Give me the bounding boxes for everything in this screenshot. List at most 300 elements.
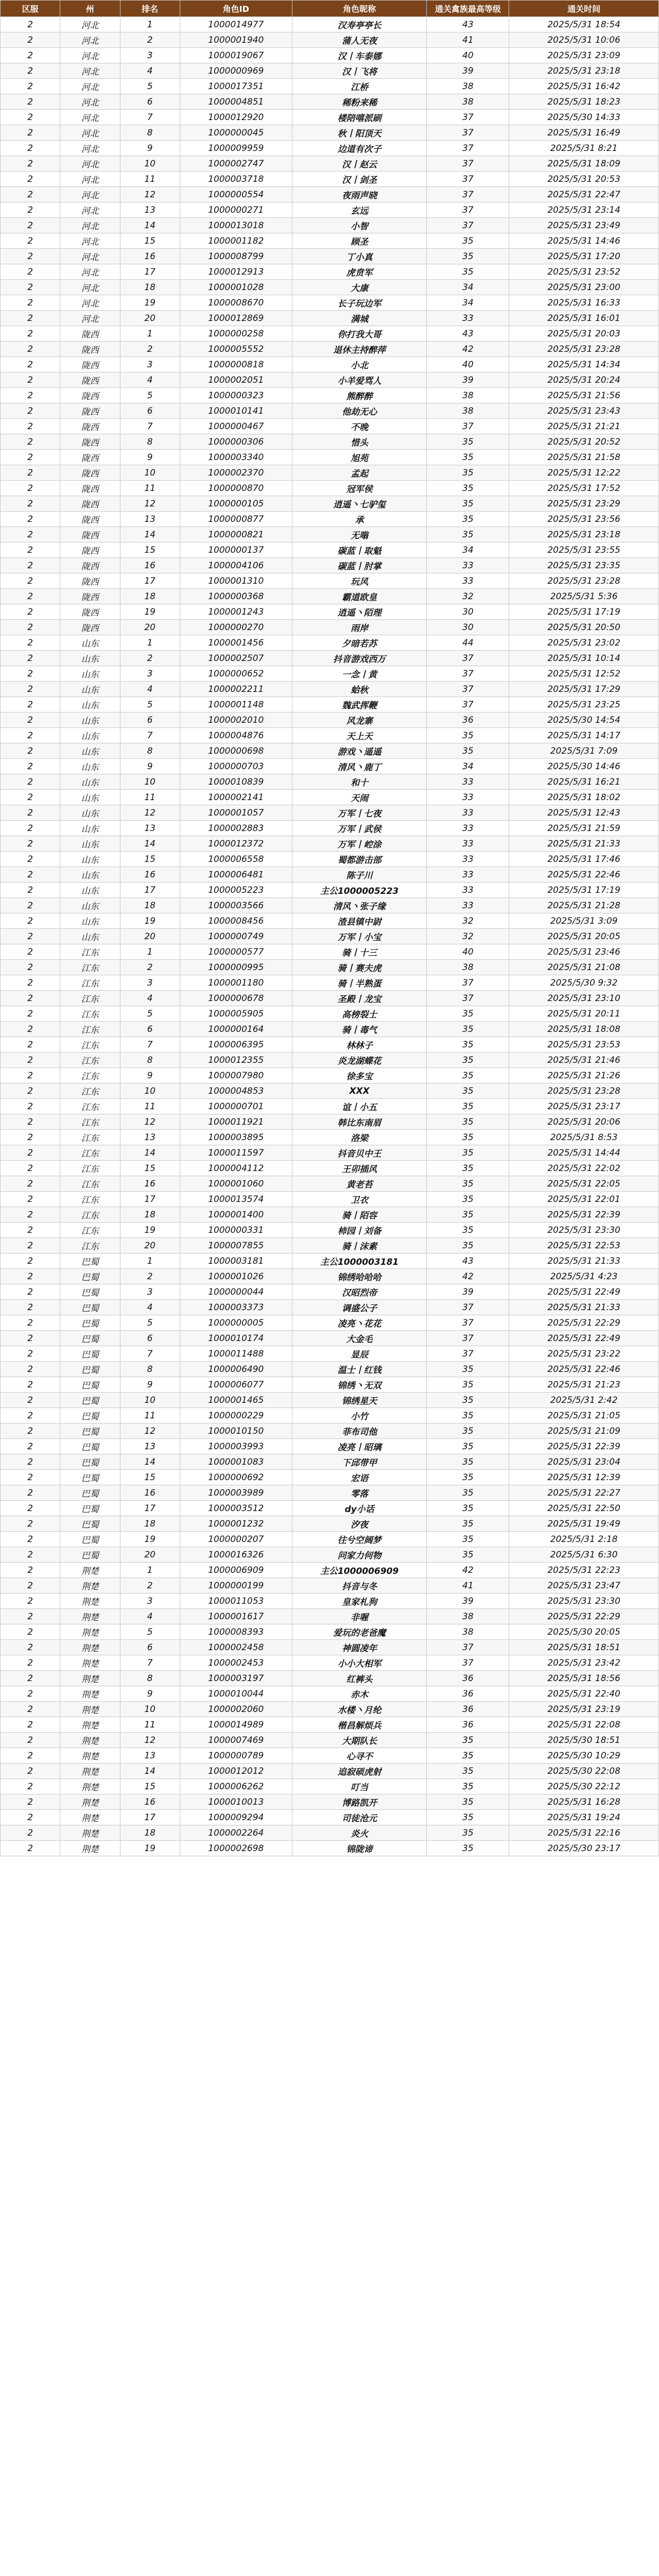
cell-max-level: 37 (427, 697, 509, 713)
cell-role-name: 汉寿亭亭长 (292, 17, 427, 32)
cell-max-level: 33 (427, 867, 509, 883)
cell-role-id: 1000000044 (180, 1284, 292, 1300)
cell-server: 2 (1, 713, 60, 728)
cell-role-id: 1000000749 (180, 929, 292, 944)
cell-rank: 5 (120, 1006, 180, 1022)
table-row (1, 434, 659, 450)
table-row (1, 1315, 659, 1331)
cell-max-level: 35 (427, 465, 509, 481)
cell-rank: 3 (120, 1284, 180, 1300)
cell-region: 河北 (60, 32, 120, 48)
cell-region: 陇西 (60, 512, 120, 527)
table-row (1, 620, 659, 635)
table-row (1, 63, 659, 79)
cell-role-id: 1000003993 (180, 1439, 292, 1454)
cell-role-id: 1000000678 (180, 991, 292, 1006)
cell-region: 巴蜀 (60, 1516, 120, 1532)
cell-clear-time: 2025/5/31 22:08 (509, 1717, 659, 1733)
cell-role-id: 1000000870 (180, 481, 292, 496)
cell-role-name: 往兮空阔梦 (292, 1532, 427, 1547)
cell-rank: 6 (120, 1640, 180, 1655)
cell-role-id: 1000000789 (180, 1748, 292, 1764)
cell-max-level: 33 (427, 311, 509, 326)
cell-role-id: 1000012355 (180, 1053, 292, 1068)
cell-region: 山东 (60, 713, 120, 728)
table-row (1, 1393, 659, 1408)
cell-max-level: 44 (427, 635, 509, 651)
cell-server: 2 (1, 1624, 60, 1640)
cell-max-level: 38 (427, 388, 509, 403)
cell-rank: 16 (120, 1485, 180, 1501)
cell-rank: 18 (120, 898, 180, 913)
cell-rank: 15 (120, 852, 180, 867)
cell-rank: 13 (120, 512, 180, 527)
cell-region: 荆楚 (60, 1640, 120, 1655)
cell-region: 江东 (60, 1161, 120, 1176)
cell-server: 2 (1, 342, 60, 357)
cell-role-id: 1000000995 (180, 960, 292, 975)
cell-role-name: 骑丨陌容 (292, 1207, 427, 1223)
cell-max-level: 35 (427, 1083, 509, 1099)
cell-role-name: 司徒沧元 (292, 1810, 427, 1825)
cell-role-name: 锦绣哈哈哈 (292, 1269, 427, 1284)
cell-max-level: 37 (427, 651, 509, 666)
cell-region: 巴蜀 (60, 1362, 120, 1377)
cell-role-id: 1000002370 (180, 465, 292, 481)
table-row (1, 805, 659, 821)
cell-clear-time: 2025/5/31 21:33 (509, 836, 659, 852)
cell-region: 山东 (60, 883, 120, 898)
cell-server: 2 (1, 620, 60, 635)
cell-role-id: 1000001400 (180, 1207, 292, 1223)
cell-role-id: 1000009959 (180, 141, 292, 156)
table-row (1, 1284, 659, 1300)
cell-region: 陇西 (60, 620, 120, 635)
cell-rank: 18 (120, 280, 180, 295)
cell-max-level: 35 (427, 1794, 509, 1810)
header-server: 区服 (1, 1, 60, 17)
cell-clear-time: 2025/5/31 21:28 (509, 898, 659, 913)
cell-clear-time: 2025/5/31 16:49 (509, 125, 659, 141)
cell-clear-time: 2025/5/31 22:46 (509, 867, 659, 883)
cell-max-level: 36 (427, 1702, 509, 1717)
cell-max-level: 35 (427, 1393, 509, 1408)
cell-server: 2 (1, 929, 60, 944)
cell-region: 江东 (60, 1037, 120, 1053)
cell-max-level: 42 (427, 1269, 509, 1284)
cell-role-id: 1000000045 (180, 125, 292, 141)
cell-role-id: 1000001182 (180, 233, 292, 249)
cell-role-name: 韩比东南眉 (292, 1114, 427, 1130)
cell-server: 2 (1, 1702, 60, 1717)
cell-role-name: 稀粉来稀 (292, 94, 427, 110)
cell-role-id: 1000000164 (180, 1022, 292, 1037)
table-row (1, 372, 659, 388)
cell-region: 陇西 (60, 434, 120, 450)
cell-clear-time: 2025/5/31 22:16 (509, 1825, 659, 1841)
cell-rank: 17 (120, 573, 180, 589)
cell-role-id: 1000000306 (180, 434, 292, 450)
cell-role-name: 锦绣丶无双 (292, 1377, 427, 1393)
cell-clear-time: 2025/5/31 23:56 (509, 512, 659, 527)
cell-clear-time: 2025/5/31 22:29 (509, 1609, 659, 1624)
cell-region: 荆楚 (60, 1764, 120, 1779)
cell-role-name: 万军丨崆涂 (292, 836, 427, 852)
cell-role-name: 谊丨小五 (292, 1099, 427, 1114)
cell-rank: 4 (120, 1300, 180, 1315)
cell-clear-time: 2025/5/31 20:05 (509, 929, 659, 944)
cell-region: 巴蜀 (60, 1485, 120, 1501)
cell-region: 江东 (60, 1176, 120, 1192)
cell-rank: 18 (120, 1207, 180, 1223)
cell-clear-time: 2025/5/31 12:39 (509, 1470, 659, 1485)
cell-role-id: 1000019067 (180, 48, 292, 63)
table-row (1, 929, 659, 944)
cell-server: 2 (1, 1300, 60, 1315)
cell-role-name: 小羊爱骂人 (292, 372, 427, 388)
cell-server: 2 (1, 1161, 60, 1176)
cell-region: 山东 (60, 635, 120, 651)
cell-role-name: 心寻不 (292, 1748, 427, 1764)
header-role-id: 角色ID (180, 1, 292, 17)
cell-region: 陇西 (60, 388, 120, 403)
cell-clear-time: 2025/5/31 4:23 (509, 1269, 659, 1284)
cell-clear-time: 2025/5/31 23:46 (509, 944, 659, 960)
cell-role-name: 退休主持醉萍 (292, 342, 427, 357)
cell-rank: 14 (120, 1145, 180, 1161)
cell-region: 荆楚 (60, 1841, 120, 1856)
cell-max-level: 35 (427, 249, 509, 264)
cell-server: 2 (1, 1238, 60, 1253)
cell-max-level: 40 (427, 357, 509, 372)
table-row (1, 821, 659, 836)
cell-clear-time: 2025/5/31 8:21 (509, 141, 659, 156)
cell-server: 2 (1, 1532, 60, 1547)
table-row (1, 465, 659, 481)
table-row (1, 264, 659, 280)
cell-role-id: 1000003340 (180, 450, 292, 465)
cell-region: 巴蜀 (60, 1547, 120, 1563)
cell-server: 2 (1, 141, 60, 156)
cell-server: 2 (1, 975, 60, 991)
cell-role-id: 1000001617 (180, 1609, 292, 1624)
cell-role-name: 圣殿丨龙宝 (292, 991, 427, 1006)
cell-role-id: 1000002211 (180, 682, 292, 697)
cell-role-name: 万军丨小宝 (292, 929, 427, 944)
table-row (1, 1532, 659, 1547)
cell-max-level: 38 (427, 1624, 509, 1640)
cell-rank: 17 (120, 264, 180, 280)
cell-rank: 13 (120, 202, 180, 218)
cell-max-level: 38 (427, 403, 509, 419)
cell-rank: 19 (120, 295, 180, 311)
table-row (1, 32, 659, 48)
cell-max-level: 33 (427, 852, 509, 867)
cell-max-level: 37 (427, 125, 509, 141)
cell-role-name: 宏语 (292, 1470, 427, 1485)
cell-server: 2 (1, 728, 60, 743)
cell-max-level: 33 (427, 836, 509, 852)
cell-max-level: 35 (427, 1022, 509, 1037)
cell-role-id: 1000010141 (180, 403, 292, 419)
cell-rank: 10 (120, 774, 180, 790)
cell-rank: 14 (120, 218, 180, 233)
cell-rank: 5 (120, 388, 180, 403)
cell-rank: 19 (120, 1223, 180, 1238)
cell-role-id: 1000010174 (180, 1331, 292, 1346)
cell-role-id: 1000017351 (180, 79, 292, 94)
cell-rank: 13 (120, 1748, 180, 1764)
table-row (1, 774, 659, 790)
cell-role-id: 1000002747 (180, 156, 292, 172)
cell-clear-time: 2025/5/31 22:23 (509, 1563, 659, 1578)
cell-max-level: 37 (427, 1331, 509, 1346)
cell-role-name: 逍遥丶七驴玺 (292, 496, 427, 512)
cell-role-id: 1000000199 (180, 1578, 292, 1594)
cell-server: 2 (1, 1053, 60, 1068)
cell-role-name: 水楼丶月纶 (292, 1702, 427, 1717)
cell-role-name: 卫衣 (292, 1192, 427, 1207)
cell-max-level: 43 (427, 326, 509, 342)
cell-role-id: 1000000005 (180, 1315, 292, 1331)
cell-role-id: 1000004851 (180, 94, 292, 110)
cell-role-id: 1000000821 (180, 527, 292, 543)
cell-clear-time: 2025/5/31 22:40 (509, 1686, 659, 1702)
cell-clear-time: 2025/5/31 12:43 (509, 805, 659, 821)
cell-rank: 14 (120, 836, 180, 852)
cell-max-level: 35 (427, 1485, 509, 1501)
cell-server: 2 (1, 218, 60, 233)
cell-role-name: 和十 (292, 774, 427, 790)
cell-rank: 15 (120, 233, 180, 249)
cell-max-level: 35 (427, 1145, 509, 1161)
table-row (1, 682, 659, 697)
cell-clear-time: 2025/5/31 23:47 (509, 1578, 659, 1594)
cell-role-name: 魏武挥鞭 (292, 697, 427, 713)
cell-max-level: 35 (427, 1068, 509, 1083)
cell-clear-time: 2025/5/31 17:29 (509, 682, 659, 697)
cell-role-id: 1000003895 (180, 1130, 292, 1145)
cell-clear-time: 2025/5/31 16:42 (509, 79, 659, 94)
cell-server: 2 (1, 1423, 60, 1439)
cell-role-id: 1000009294 (180, 1810, 292, 1825)
cell-region: 河北 (60, 233, 120, 249)
cell-role-id: 1000002264 (180, 1825, 292, 1841)
cell-role-name: 黄老苔 (292, 1176, 427, 1192)
cell-max-level: 35 (427, 264, 509, 280)
cell-region: 陇西 (60, 372, 120, 388)
cell-region: 巴蜀 (60, 1331, 120, 1346)
cell-role-name: 下邱带甲 (292, 1454, 427, 1470)
cell-clear-time: 2025/5/31 20:50 (509, 620, 659, 635)
cell-clear-time: 2025/5/31 14:44 (509, 1145, 659, 1161)
cell-clear-time: 2025/5/31 22:39 (509, 1439, 659, 1454)
cell-role-id: 1000003718 (180, 172, 292, 187)
cell-max-level: 34 (427, 759, 509, 774)
cell-server: 2 (1, 1578, 60, 1594)
cell-region: 山东 (60, 836, 120, 852)
cell-region: 巴蜀 (60, 1315, 120, 1331)
cell-clear-time: 2025/5/31 21:33 (509, 1253, 659, 1269)
cell-max-level: 35 (427, 1099, 509, 1114)
cell-rank: 15 (120, 1470, 180, 1485)
cell-clear-time: 2025/5/31 23:04 (509, 1454, 659, 1470)
cell-region: 陇西 (60, 496, 120, 512)
table-row (1, 944, 659, 960)
cell-server: 2 (1, 48, 60, 63)
cell-rank: 19 (120, 604, 180, 620)
cell-region: 荆楚 (60, 1624, 120, 1640)
table-row (1, 1671, 659, 1686)
cell-clear-time: 2025/5/31 23:25 (509, 697, 659, 713)
cell-role-name: 夜雨声晓 (292, 187, 427, 202)
cell-max-level: 35 (427, 1501, 509, 1516)
cell-server: 2 (1, 187, 60, 202)
cell-rank: 16 (120, 1176, 180, 1192)
cell-rank: 6 (120, 713, 180, 728)
cell-rank: 11 (120, 172, 180, 187)
cell-max-level: 35 (427, 233, 509, 249)
cell-server: 2 (1, 512, 60, 527)
table-row (1, 1161, 659, 1176)
cell-role-id: 1000002698 (180, 1841, 292, 1856)
cell-role-name: 叮当 (292, 1779, 427, 1794)
cell-server: 2 (1, 1145, 60, 1161)
cell-role-id: 1000001026 (180, 1269, 292, 1284)
cell-server: 2 (1, 1130, 60, 1145)
table-row (1, 1207, 659, 1223)
cell-role-id: 1000012913 (180, 264, 292, 280)
cell-rank: 3 (120, 1594, 180, 1609)
cell-clear-time: 2025/5/31 21:23 (509, 1377, 659, 1393)
cell-role-name: 骑丨半熟蛋 (292, 975, 427, 991)
cell-role-id: 1000003373 (180, 1300, 292, 1315)
cell-region: 荆楚 (60, 1733, 120, 1748)
cell-clear-time: 2025/5/31 18:56 (509, 1671, 659, 1686)
cell-region: 山东 (60, 666, 120, 682)
cell-role-id: 1000011488 (180, 1346, 292, 1362)
cell-clear-time: 2025/5/31 19:49 (509, 1516, 659, 1532)
cell-max-level: 35 (427, 1238, 509, 1253)
cell-max-level: 37 (427, 110, 509, 125)
cell-server: 2 (1, 419, 60, 434)
cell-region: 河北 (60, 311, 120, 326)
table-row (1, 496, 659, 512)
cell-clear-time: 2025/5/31 5:36 (509, 589, 659, 604)
cell-max-level: 33 (427, 774, 509, 790)
cell-role-name: 徐多宝 (292, 1068, 427, 1083)
cell-clear-time: 2025/5/31 17:46 (509, 852, 659, 867)
cell-clear-time: 2025/5/31 16:33 (509, 295, 659, 311)
table-row (1, 1485, 659, 1501)
cell-role-name: 柿园丨刘备 (292, 1223, 427, 1238)
cell-server: 2 (1, 743, 60, 759)
cell-region: 山东 (60, 913, 120, 929)
cell-role-name: 不晚 (292, 419, 427, 434)
table-row (1, 218, 659, 233)
table-row (1, 233, 659, 249)
cell-server: 2 (1, 388, 60, 403)
cell-region: 山东 (60, 821, 120, 836)
cell-clear-time: 2025/5/31 17:19 (509, 883, 659, 898)
table-row (1, 512, 659, 527)
cell-server: 2 (1, 1393, 60, 1408)
cell-role-name: 天上天 (292, 728, 427, 743)
cell-max-level: 37 (427, 1300, 509, 1315)
cell-region: 江东 (60, 1114, 120, 1130)
cell-server: 2 (1, 1733, 60, 1748)
table-row (1, 666, 659, 682)
cell-server: 2 (1, 558, 60, 573)
cell-clear-time: 2025/5/31 3:09 (509, 913, 659, 929)
cell-server: 2 (1, 496, 60, 512)
cell-role-id: 1000013574 (180, 1192, 292, 1207)
table-row (1, 543, 659, 558)
table-row (1, 883, 659, 898)
cell-role-name: 高榜裂士 (292, 1006, 427, 1022)
cell-clear-time: 2025/5/31 22:46 (509, 1362, 659, 1377)
cell-server: 2 (1, 1099, 60, 1114)
table-row (1, 573, 659, 589)
cell-region: 江东 (60, 1145, 120, 1161)
cell-max-level: 34 (427, 543, 509, 558)
cell-clear-time: 2025/5/31 22:47 (509, 187, 659, 202)
cell-clear-time: 2025/5/30 14:46 (509, 759, 659, 774)
cell-max-level: 35 (427, 1377, 509, 1393)
cell-server: 2 (1, 450, 60, 465)
cell-clear-time: 2025/5/31 20:03 (509, 326, 659, 342)
cell-region: 江东 (60, 1223, 120, 1238)
cell-server: 2 (1, 666, 60, 682)
cell-rank: 12 (120, 496, 180, 512)
cell-rank: 20 (120, 620, 180, 635)
cell-region: 陇西 (60, 558, 120, 573)
cell-role-id: 1000000554 (180, 187, 292, 202)
cell-role-name: 小智 (292, 218, 427, 233)
cell-rank: 6 (120, 1331, 180, 1346)
cell-role-id: 1000014977 (180, 17, 292, 32)
cell-max-level: 35 (427, 1114, 509, 1130)
cell-server: 2 (1, 1315, 60, 1331)
cell-clear-time: 2025/5/31 23:28 (509, 1083, 659, 1099)
header-clear-time: 通关时间 (509, 1, 659, 17)
cell-role-id: 1000000137 (180, 543, 292, 558)
cell-server: 2 (1, 1594, 60, 1609)
cell-server: 2 (1, 790, 60, 805)
cell-role-name: 零落 (292, 1485, 427, 1501)
cell-role-id: 1000000323 (180, 388, 292, 403)
table-row (1, 1269, 659, 1284)
cell-max-level: 37 (427, 1315, 509, 1331)
cell-clear-time: 2025/5/31 23:28 (509, 573, 659, 589)
cell-rank: 13 (120, 1439, 180, 1454)
cell-server: 2 (1, 264, 60, 280)
table-row (1, 187, 659, 202)
cell-rank: 5 (120, 79, 180, 94)
cell-region: 荆楚 (60, 1609, 120, 1624)
cell-server: 2 (1, 125, 60, 141)
cell-rank: 9 (120, 1686, 180, 1702)
cell-role-id: 1000005552 (180, 342, 292, 357)
table-header-row (1, 1, 659, 17)
cell-rank: 2 (120, 1269, 180, 1284)
cell-role-name: 丁小真 (292, 249, 427, 264)
cell-max-level: 33 (427, 821, 509, 836)
table-row (1, 1192, 659, 1207)
cell-max-level: 35 (427, 1470, 509, 1485)
cell-rank: 10 (120, 156, 180, 172)
cell-clear-time: 2025/5/31 18:54 (509, 17, 659, 32)
